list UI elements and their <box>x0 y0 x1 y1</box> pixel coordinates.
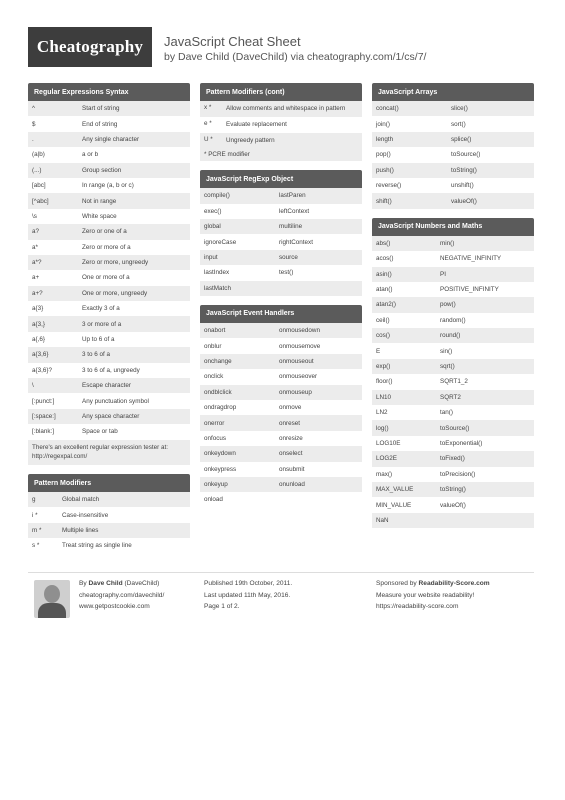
table-row <box>372 436 534 451</box>
row-value: Start of string <box>82 105 120 113</box>
row-key: x * <box>204 104 212 111</box>
row-value: onresize <box>279 434 303 442</box>
row-key: a* <box>32 243 38 251</box>
row-value: Case-insensitive <box>62 511 109 519</box>
row-value: leftContext <box>279 207 310 215</box>
row-value: SQRT1_2 <box>440 378 468 386</box>
updated-date: Last updated 11th May, 2016. <box>204 591 291 599</box>
table-row <box>28 209 190 224</box>
row-value: toString() <box>451 166 477 174</box>
row-value: 3 or more of a <box>82 320 122 328</box>
row-value: Zero or more of a <box>82 243 131 251</box>
table-row <box>28 409 190 424</box>
row-key: shift() <box>376 197 392 205</box>
table-row <box>200 462 362 477</box>
row-value: onmousedown <box>279 327 320 335</box>
table-row <box>372 297 534 312</box>
row-key: concat() <box>376 105 399 113</box>
column-2 <box>200 83 362 517</box>
sponsor-link[interactable]: Readability-Score.com <box>418 580 490 587</box>
row-value: multiline <box>279 223 303 231</box>
row-key: $ <box>32 120 36 128</box>
row-value: sqrt() <box>440 363 455 371</box>
row-key: . <box>32 135 34 143</box>
row-value: toSource() <box>440 424 470 432</box>
arrays-section <box>372 83 534 209</box>
row-key: atan2() <box>376 301 396 309</box>
row-key: m * <box>32 527 42 535</box>
table-row <box>28 101 190 116</box>
regexp-object-section <box>200 170 362 296</box>
row-key: lastMatch <box>204 284 231 292</box>
section-title: JavaScript RegExp Object <box>200 170 362 188</box>
row-value: Global match <box>62 496 100 504</box>
table-row <box>372 374 534 389</box>
modifier-cont-rows <box>200 101 362 148</box>
table-row <box>28 523 190 538</box>
table-row <box>200 219 362 234</box>
regex-syntax-section <box>28 83 190 465</box>
table-row <box>200 117 362 133</box>
row-key: \s <box>32 212 37 220</box>
row-key: exp() <box>376 363 391 371</box>
table-row <box>200 477 362 492</box>
row-value: White space <box>82 212 117 220</box>
table-row <box>28 378 190 393</box>
row-value: End of string <box>82 120 118 128</box>
section-note: * PCRE modifier <box>200 148 362 161</box>
row-value: random() <box>440 316 466 324</box>
row-value: toSource() <box>451 151 481 159</box>
row-value: valueOf() <box>440 501 466 509</box>
table-row <box>28 424 190 439</box>
table-row <box>28 301 190 316</box>
page-title: JavaScript Cheat Sheet <box>164 34 301 49</box>
row-value: onmouseout <box>279 357 314 365</box>
row-key: onkeyup <box>204 481 228 489</box>
table-row <box>28 347 190 362</box>
row-value: tan() <box>440 409 453 417</box>
row-value: toFixed() <box>440 455 465 463</box>
table-row <box>200 101 362 117</box>
table-row <box>372 267 534 282</box>
row-key: [:blank:] <box>32 428 55 436</box>
row-key: max() <box>376 470 393 478</box>
row-value: 3 to 6 of a <box>82 351 111 359</box>
author-line[interactable]: by Dave Child (DaveChild) <box>164 51 288 63</box>
table-row <box>200 385 362 400</box>
row-value: toString() <box>440 486 466 494</box>
sheet-url-link[interactable]: cheatography.com/1/cs/7/ <box>307 51 427 63</box>
table-row <box>28 286 190 301</box>
row-value: 3 to 6 of a, ungreedy <box>82 366 140 374</box>
row-key: \ <box>32 382 34 390</box>
row-value: pow() <box>440 301 456 309</box>
row-key: a{3,6}? <box>32 366 52 374</box>
row-key: exec() <box>204 207 222 215</box>
row-value: SQRT2 <box>440 393 461 401</box>
row-key: onchange <box>204 357 232 365</box>
row-value: test() <box>279 269 294 277</box>
table-row <box>200 354 362 369</box>
numbers-maths-section <box>372 218 534 528</box>
sponsor-tagline: Measure your website readability! <box>376 591 475 599</box>
table-row <box>372 390 534 405</box>
row-value: Any space character <box>82 413 140 420</box>
row-key: ^ <box>32 105 35 113</box>
row-key: cos() <box>376 332 390 340</box>
row-value: NEGATIVE_INFINITY <box>440 255 502 263</box>
table-row <box>372 193 534 208</box>
row-key: onerror <box>204 419 225 427</box>
row-key: acos() <box>376 255 394 263</box>
row-value: lastParen <box>279 192 306 200</box>
author-website-link[interactable]: www.getpostcookie.com <box>79 603 150 611</box>
avatar-head <box>44 585 60 603</box>
table-row <box>200 281 362 296</box>
event-rows <box>200 323 362 508</box>
row-value: Not in range <box>82 197 117 205</box>
row-key: (...) <box>32 166 42 174</box>
table-row <box>200 265 362 280</box>
author-avatar <box>34 580 70 618</box>
table-row <box>200 369 362 384</box>
row-value: Allow comments and whitespace in pattern <box>226 105 346 112</box>
row-value: Ungreedy pattern <box>226 136 275 144</box>
table-row <box>200 250 362 265</box>
row-value: Exactly 3 of a <box>82 305 120 313</box>
page-subtitle <box>164 51 426 63</box>
table-row <box>28 363 190 378</box>
row-key: LN2 <box>376 409 388 417</box>
footer-divider <box>28 572 534 573</box>
author-name-link[interactable]: Dave Child <box>88 580 123 587</box>
table-row <box>372 313 534 328</box>
row-key: pop() <box>376 151 391 159</box>
row-key: floor() <box>376 378 393 386</box>
row-key: ondragdrop <box>204 404 237 412</box>
row-key: a{,6} <box>32 336 45 344</box>
section-title: Regular Expressions Syntax <box>28 83 190 101</box>
row-key: LN10 <box>376 393 392 401</box>
row-key: onblur <box>204 342 222 350</box>
row-value: Treat string as single line <box>62 542 132 550</box>
table-row <box>28 255 190 270</box>
row-value: source <box>279 254 298 261</box>
row-key: (a|b) <box>32 151 45 159</box>
row-value: a or b <box>82 151 99 159</box>
row-key: [:punct:] <box>32 397 55 405</box>
row-key: abs() <box>376 239 391 247</box>
row-value: sort() <box>451 120 466 128</box>
row-key: a+ <box>32 274 40 282</box>
table-row <box>200 323 362 338</box>
table-row <box>200 400 362 415</box>
row-key: MIN_VALUE <box>376 501 412 509</box>
table-row <box>372 420 534 435</box>
row-key: [^abc] <box>32 197 49 205</box>
row-key: onfocus <box>204 434 227 442</box>
row-value: onunload <box>279 481 305 489</box>
row-key: LOG2E <box>376 455 397 463</box>
cheatography-logo[interactable]: Cheatography <box>28 27 152 67</box>
table-row <box>28 224 190 239</box>
by-label: By <box>79 580 87 587</box>
row-key: onclick <box>204 373 224 381</box>
table-row <box>372 178 534 193</box>
published-date: Published 19th October, 2011. <box>204 580 293 587</box>
column-1 <box>28 83 190 563</box>
row-key: a{3,} <box>32 320 45 328</box>
modifier-rows <box>28 492 190 554</box>
row-value: onmousemove <box>279 342 321 350</box>
section-title: JavaScript Numbers and Maths <box>372 218 534 236</box>
table-row <box>372 328 534 343</box>
row-value: onmouseover <box>279 373 318 381</box>
row-value: Escape character <box>82 382 132 390</box>
table-row <box>28 492 190 507</box>
row-value: Zero or one of a <box>82 228 127 236</box>
table-row <box>372 497 534 512</box>
row-key: length <box>376 135 394 143</box>
table-row <box>372 132 534 147</box>
table-row <box>28 507 190 522</box>
row-value: onmouseup <box>279 388 312 396</box>
row-key: a? <box>32 228 40 236</box>
row-value: Zero or more, ungreedy <box>82 259 149 267</box>
table-row <box>200 188 362 203</box>
row-key: i * <box>32 511 38 519</box>
row-key: LOG10E <box>376 440 401 447</box>
row-key: [abc] <box>32 182 46 190</box>
footer-author-line <box>79 578 164 590</box>
row-value: sin() <box>440 347 453 355</box>
row-value: Any single character <box>82 135 140 143</box>
table-row <box>372 251 534 266</box>
table-row <box>28 116 190 131</box>
table-row <box>200 446 362 461</box>
table-row <box>200 431 362 446</box>
table-row <box>200 338 362 353</box>
row-key: ceil() <box>376 316 390 324</box>
footer-dates <box>204 578 292 613</box>
table-row <box>372 282 534 297</box>
table-row <box>28 393 190 408</box>
section-title: JavaScript Event Handlers <box>200 305 362 323</box>
row-value: Evaluate replacement <box>226 120 287 128</box>
sponsor-line <box>376 578 490 590</box>
row-key: push() <box>376 166 394 174</box>
table-row <box>200 415 362 430</box>
table-row <box>28 270 190 285</box>
table-row <box>372 236 534 251</box>
row-value: unshift() <box>451 182 474 190</box>
row-value: Space or tab <box>82 428 118 436</box>
row-value: splice() <box>451 135 472 143</box>
table-row <box>28 332 190 347</box>
table-row <box>28 178 190 193</box>
table-row <box>28 240 190 255</box>
row-value: onselect <box>279 450 303 458</box>
row-value: In range (a, b or c) <box>82 182 134 190</box>
row-key: [:space:] <box>32 413 56 420</box>
section-title: Pattern Modifiers <box>28 474 190 492</box>
table-row <box>372 343 534 358</box>
row-value: round() <box>440 332 461 340</box>
table-row <box>28 316 190 331</box>
row-value: onreset <box>279 419 301 427</box>
sponsored-label: Sponsored by <box>376 580 417 587</box>
section-title: JavaScript Arrays <box>372 83 534 101</box>
row-key: input <box>204 254 218 261</box>
row-key: g <box>32 496 36 504</box>
via-label: via <box>290 51 305 63</box>
row-key: compile() <box>204 192 230 200</box>
table-row <box>372 513 534 528</box>
row-key: e * <box>204 119 212 127</box>
row-key: a+? <box>32 289 43 297</box>
avatar-body <box>38 603 66 618</box>
table-row <box>372 405 534 420</box>
row-value: Multiple lines <box>62 527 99 535</box>
row-value: Up to 6 of a <box>82 336 115 344</box>
table-row <box>372 101 534 116</box>
pattern-modifiers-cont-section <box>200 83 362 161</box>
table-row <box>200 204 362 219</box>
row-key: ignoreCase <box>204 238 237 246</box>
row-key: MAX_VALUE <box>376 486 414 494</box>
author-profile-link[interactable]: cheatography.com/davechild/ <box>79 591 165 599</box>
row-key: a{3,6} <box>32 351 49 359</box>
regex-rows <box>28 101 190 440</box>
row-value: onsubmit <box>279 465 305 473</box>
row-key: ondblclick <box>204 388 232 396</box>
row-value: toPrecision() <box>440 470 476 478</box>
row-value: toExponential() <box>440 440 483 447</box>
row-key: global <box>204 223 221 231</box>
row-value: One or more, ungreedy <box>82 289 148 297</box>
table-row <box>372 467 534 482</box>
author-handle: (DaveChild) <box>124 580 160 587</box>
row-value: PI <box>440 270 446 278</box>
table-row <box>200 492 362 507</box>
row-key: log() <box>376 424 389 432</box>
row-key: a*? <box>32 259 42 267</box>
table-row <box>372 163 534 178</box>
footer-sponsor <box>376 578 490 613</box>
section-title: Pattern Modifiers (cont) <box>200 83 362 101</box>
event-handlers-section <box>200 305 362 508</box>
row-key: NaN <box>376 516 389 524</box>
row-key: s * <box>32 542 40 550</box>
table-row <box>372 116 534 131</box>
table-row <box>28 538 190 553</box>
row-value: slice() <box>451 105 468 113</box>
sponsor-url-link[interactable]: https://readability-score.com <box>376 603 459 611</box>
row-key: lastIndex <box>204 269 230 277</box>
row-value: One or more of a <box>82 274 130 282</box>
pattern-modifiers-section <box>28 474 190 554</box>
section-note: There's an excellent regular expression tester at: http://regexpal.com/ <box>28 440 190 466</box>
row-value: onmove <box>279 404 302 412</box>
table-row <box>200 133 362 149</box>
row-key: join() <box>376 120 390 128</box>
row-value: valueOf() <box>451 197 477 205</box>
row-value: POSITIVE_INFINITY <box>440 286 499 294</box>
row-value: Any punctuation symbol <box>82 397 149 405</box>
row-value: Group section <box>82 166 122 174</box>
row-key: U * <box>204 135 213 143</box>
row-value: min() <box>440 239 455 247</box>
table-row <box>28 132 190 147</box>
table-row <box>28 147 190 162</box>
row-key: E <box>376 347 381 355</box>
table-row <box>372 482 534 497</box>
table-row <box>372 359 534 374</box>
table-row <box>28 193 190 208</box>
row-value: rightContext <box>279 238 313 246</box>
table-row <box>200 234 362 249</box>
table-row <box>28 163 190 178</box>
page-number: Page 1 of 2. <box>204 603 240 611</box>
row-key: onkeypress <box>204 465 237 473</box>
row-key: asin() <box>376 270 392 278</box>
number-rows <box>372 236 534 528</box>
footer-author <box>79 578 164 613</box>
column-3 <box>372 83 534 537</box>
array-rows <box>372 101 534 209</box>
row-key: reverse() <box>376 182 402 190</box>
row-key: onload <box>204 496 223 504</box>
row-key: onkeydown <box>204 450 236 458</box>
table-row <box>372 147 534 162</box>
table-row <box>372 451 534 466</box>
row-key: onabort <box>204 327 226 335</box>
row-key: a{3} <box>32 305 44 313</box>
regexp-object-rows <box>200 188 362 296</box>
row-key: atan() <box>376 286 393 294</box>
